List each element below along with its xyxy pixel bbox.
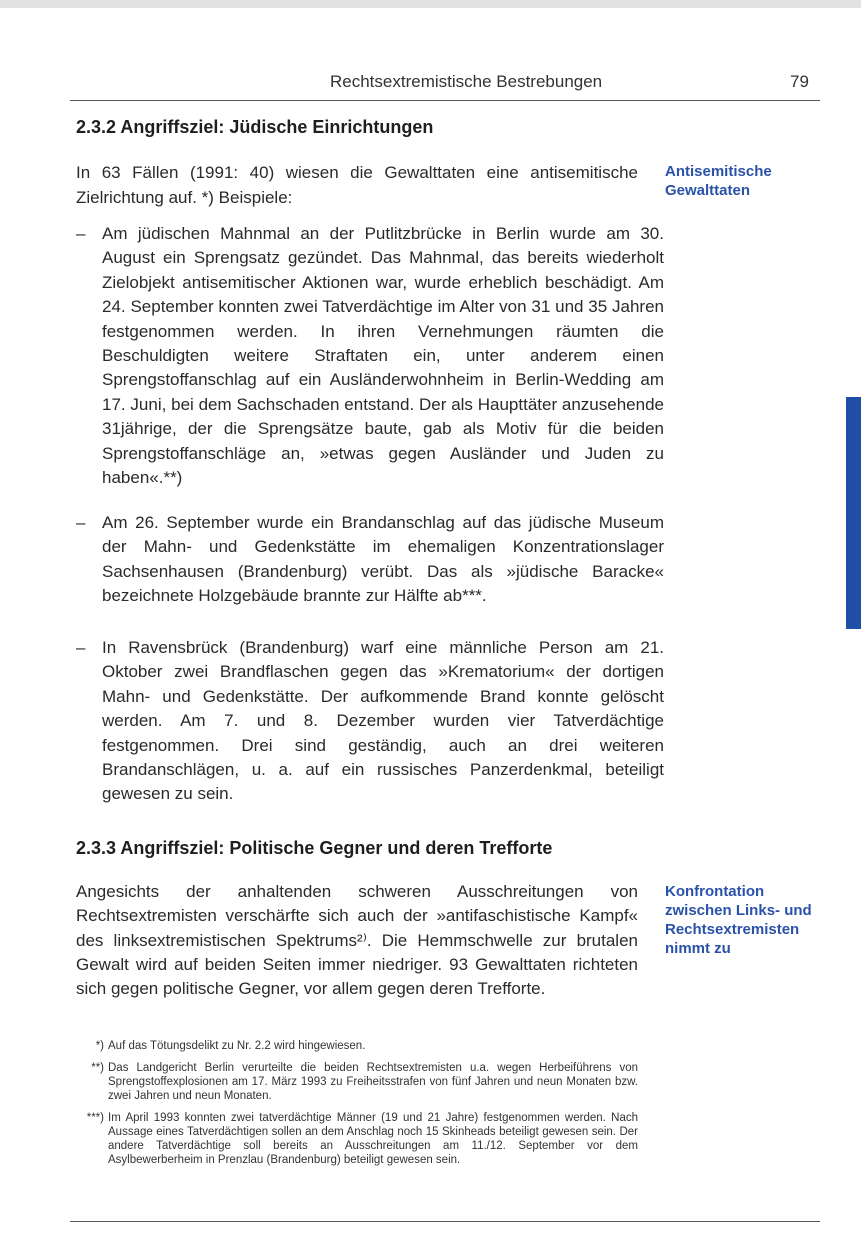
list-item-text: In Ravensbrück (Brandenburg) warf eine männliche Person am 21. Oktober zwei Brandflaschen gegen das »Krematorium« der dortigen Mahn- und Gedenkstätte. Der aufkommende Brand konnte gelöscht werden. Am 7. und 8. Dezember wurden vier Tatverdächtige festgenommen. Drei sind geständig, auch an drei weiteren Brandanschlägen, u. a. auf ein russisches Panzerdenkmal, beteiligt gewesen zu sein. [102, 638, 664, 804]
scan-top-edge [0, 0, 861, 8]
margin-note-confrontation: Konfrontation zwischen Links- und Rechtsextremisten nimmt zu [665, 883, 812, 957]
list-item-text: Am jüdischen Mahnmal an der Putlitzbrücke in Berlin wurde am 30. August ein Sprengsatz gezündet. Das Mahnmal, das bereits wiederholt Zielobjekt antisemitischer Aktionen war, wurde erheblich beschädigt. Am 24. September konnten zwei Tatverdächtige im Alter von 31 und 35 Jahren festgenommen werden. In ihren Vernehmungen räumten die Beschuldigten weitere Straftaten ein, unter anderem einen Sprengstoffanschlag auf ein Ausländerwohnheim in Berlin-Wedding am 17. Juni, bei dem Sachschaden entstand. Der als Haupttäter anzusehende 31jährige, der die Sprengsätze baute, gab als Motiv für die beiden Sprengstoffanschläge an, »etwas gegen Ausländer und Juden zu haben«.**) [102, 224, 664, 488]
footnote [76, 1061, 638, 1103]
margin-note-antisemitic: Antisemitische Gewalttaten [665, 163, 772, 199]
dash-bullet: – [76, 513, 86, 532]
footnote-mark: *) [95, 1040, 104, 1052]
footnote-text: Das Landgericht Berlin verurteilte die beiden Rechtsextremisten u.a. wegen Herbeiführens von Sprengstoffexplosionen am 17. März 1993 zu Freiheitsstrafen von fünf Jahren und neun Monaten bzw. zwei Jahren und neun Monaten. [108, 1062, 638, 1102]
footnote [76, 1111, 638, 1167]
list-item-text: Am 26. September wurde ein Brandanschlag auf das jüdische Museum der Mahn- und Gedenkstätte im ehemaligen Konzentrationslager Sachsenhausen (Brandenburg) verübt. Das als »jüdische Baracke« bezeichnete Holzgebäude brannte zur Hälfte ab***. [102, 513, 664, 606]
dash-bullet: – [76, 638, 86, 657]
page-number: 79 [790, 72, 809, 91]
dash-bullet: – [76, 224, 86, 243]
section-heading-2-3-3: 2.3.3 Angriffsziel: Politische Gegner und deren Trefforte [76, 838, 553, 858]
header-rule [70, 100, 820, 101]
footnote-text: Im April 1993 konnten zwei tatverdächtige Männer (19 und 21 Jahre) festgenommen werden. Nach Aussage eines Tatverdächtigen sollen an dem Anschlag noch 15 Skinheads beteiligt gewesen sein. Der andere Tatverdächtige soll bereits an Ausschreitungen am 11./12. September vor dem Asylbewerberheim in Prenzlau (Brandenburg) beteiligt gewesen sein. [108, 1112, 638, 1166]
footnote-text: Auf das Tötungsdelikt zu Nr. 2.2 wird hingewiesen. [108, 1040, 366, 1052]
list-item [76, 511, 664, 609]
list-item [76, 636, 664, 807]
section-heading-2-3-2: 2.3.2 Angriffsziel: Jüdische Einrichtungen [76, 117, 434, 137]
footnote [76, 1039, 638, 1053]
list-item [76, 222, 664, 490]
section-intro-paragraph: In 63 Fällen (1991: 40) wiesen die Gewalttaten eine antisemitische Zielrichtung auf. *) Beispiele: [76, 163, 638, 207]
footnote-mark: **) [91, 1062, 104, 1074]
footnote-mark: ***) [86, 1112, 104, 1124]
footnotes [76, 1039, 638, 1175]
running-head: Rechtsextremistische Bestrebungen [330, 72, 603, 91]
section-body-paragraph: Angesichts der anhaltenden schweren Ausschreitungen von Rechtsextremisten verschärfte sich auch der »antifaschistische Kampf« des linksextremistischen Spektrums²⁾. Die Hemmschwelle zur brutalen Gewalt wird auf beiden Seiten immer niedriger. 93 Gewalttaten richteten sich gegen politische Gegner, vor allem gegen deren Trefforte. [76, 882, 638, 999]
thumb-index-tab [846, 397, 861, 629]
footer-rule [70, 1221, 820, 1222]
